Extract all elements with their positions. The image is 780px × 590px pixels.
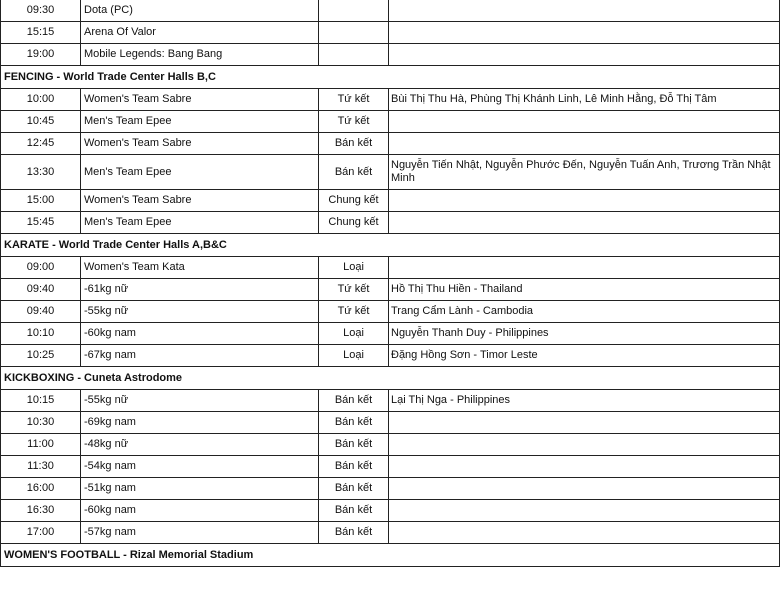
event-cell: -60kg nam <box>81 500 319 522</box>
event-cell: -57kg nam <box>81 522 319 544</box>
time-cell: 11:00 <box>1 434 81 456</box>
time-cell: 16:30 <box>1 500 81 522</box>
event-cell: -69kg nam <box>81 412 319 434</box>
athletes-cell: Bùi Thị Thu Hà, Phùng Thị Khánh Linh, Lê Minh Hằng, Đỗ Thị Tâm <box>389 89 780 111</box>
sport-header-row <box>1 66 780 89</box>
time-cell: 11:30 <box>1 456 81 478</box>
athletes-cell <box>389 434 780 456</box>
venue-name: - World Trade Center Halls B,C <box>53 70 216 83</box>
event-cell: -54kg nam <box>81 456 319 478</box>
athletes-cell: Nguyễn Tiến Nhật, Nguyễn Phước Đến, Nguyễn Tuấn Anh, Trương Trần Nhật Minh <box>389 155 780 190</box>
time-cell: 15:45 <box>1 212 81 234</box>
event-row <box>1 155 780 190</box>
sport-name: KICKBOXING <box>4 371 75 384</box>
sport-name: FENCING <box>4 70 54 83</box>
event-cell: Men's Team Epee <box>81 155 319 190</box>
event-cell: -55kg nữ <box>81 301 319 323</box>
stage-cell: Bán kết <box>319 522 389 544</box>
sport-header-row <box>1 234 780 257</box>
time-cell: 09:40 <box>1 279 81 301</box>
athletes-cell <box>389 111 780 133</box>
stage-cell: Chung kết <box>319 190 389 212</box>
event-row <box>1 412 780 434</box>
stage-cell: Tứ kết <box>319 279 389 301</box>
stage-cell: Bán kết <box>319 412 389 434</box>
event-cell: Mobile Legends: Bang Bang <box>81 44 319 66</box>
athletes-cell <box>389 500 780 522</box>
stage-cell: Loại <box>319 345 389 367</box>
sport-header-row <box>1 544 780 567</box>
event-cell: -51kg nam <box>81 478 319 500</box>
sport-header-row <box>1 367 780 390</box>
event-cell: -67kg nam <box>81 345 319 367</box>
stage-cell: Loại <box>319 257 389 279</box>
event-row <box>1 0 780 22</box>
stage-cell: Bán kết <box>319 434 389 456</box>
athletes-cell <box>389 0 780 22</box>
event-cell: Dota (PC) <box>81 0 319 22</box>
time-cell: 10:30 <box>1 412 81 434</box>
time-cell: 09:40 <box>1 301 81 323</box>
stage-cell: Tứ kết <box>319 111 389 133</box>
athletes-cell: Đặng Hồng Sơn - Timor Leste <box>389 345 780 367</box>
venue-name: - Cuneta Astrodome <box>74 371 183 384</box>
event-row <box>1 22 780 44</box>
event-cell: -60kg nam <box>81 323 319 345</box>
sport-header-cell <box>1 66 780 89</box>
event-row <box>1 279 780 301</box>
time-cell: 16:00 <box>1 478 81 500</box>
athletes-cell <box>389 456 780 478</box>
event-row <box>1 257 780 279</box>
time-cell: 09:00 <box>1 257 81 279</box>
athletes-cell <box>389 22 780 44</box>
athletes-cell <box>389 212 780 234</box>
time-cell: 13:30 <box>1 155 81 190</box>
event-cell: Men's Team Epee <box>81 212 319 234</box>
event-row <box>1 478 780 500</box>
stage-cell <box>319 22 389 44</box>
event-cell: Women's Team Sabre <box>81 133 319 155</box>
time-cell: 17:00 <box>1 522 81 544</box>
sport-header-cell <box>1 367 780 390</box>
event-row <box>1 190 780 212</box>
stage-cell: Bán kết <box>319 155 389 190</box>
event-cell: Arena Of Valor <box>81 22 319 44</box>
athletes-cell <box>389 44 780 66</box>
event-cell: Women's Team Sabre <box>81 190 319 212</box>
event-cell: Men's Team Epee <box>81 111 319 133</box>
venue-name: - Rizal Memorial Stadium <box>120 548 254 561</box>
sport-header-cell <box>1 234 780 257</box>
sport-name: WOMEN'S FOOTBALL <box>4 548 121 561</box>
stage-cell: Bán kết <box>319 133 389 155</box>
athletes-cell: Hồ Thị Thu Hiền - Thailand <box>389 279 780 301</box>
athletes-cell <box>389 478 780 500</box>
event-row <box>1 44 780 66</box>
time-cell: 10:25 <box>1 345 81 367</box>
time-cell: 15:15 <box>1 22 81 44</box>
event-row <box>1 434 780 456</box>
event-row <box>1 89 780 111</box>
event-row <box>1 500 780 522</box>
event-cell: Women's Team Sabre <box>81 89 319 111</box>
athletes-cell <box>389 133 780 155</box>
athletes-cell: Trang Cẩm Lành - Cambodia <box>389 301 780 323</box>
event-row <box>1 212 780 234</box>
time-cell: 09:30 <box>1 0 81 22</box>
event-cell: Women's Team Kata <box>81 257 319 279</box>
athletes-cell <box>389 190 780 212</box>
stage-cell <box>319 44 389 66</box>
stage-cell <box>319 0 389 22</box>
athletes-cell: Nguyễn Thanh Duy - Philippines <box>389 323 780 345</box>
athletes-cell <box>389 412 780 434</box>
time-cell: 10:45 <box>1 111 81 133</box>
stage-cell: Tứ kết <box>319 301 389 323</box>
event-row <box>1 323 780 345</box>
time-cell: 15:00 <box>1 190 81 212</box>
time-cell: 10:15 <box>1 390 81 412</box>
athletes-cell <box>389 257 780 279</box>
time-cell: 19:00 <box>1 44 81 66</box>
time-cell: 10:10 <box>1 323 81 345</box>
stage-cell: Loại <box>319 323 389 345</box>
event-row <box>1 390 780 412</box>
stage-cell: Bán kết <box>319 456 389 478</box>
stage-cell: Tứ kết <box>319 89 389 111</box>
sport-header-cell <box>1 544 780 567</box>
event-row <box>1 111 780 133</box>
event-row <box>1 345 780 367</box>
stage-cell: Bán kết <box>319 500 389 522</box>
event-row <box>1 301 780 323</box>
event-cell: -61kg nữ <box>81 279 319 301</box>
sport-name: KARATE <box>4 238 50 251</box>
time-cell: 10:00 <box>1 89 81 111</box>
time-cell: 12:45 <box>1 133 81 155</box>
venue-name: - World Trade Center Halls A,B&C <box>49 238 227 251</box>
schedule-body <box>1 0 780 567</box>
stage-cell: Chung kết <box>319 212 389 234</box>
stage-cell: Bán kết <box>319 390 389 412</box>
event-row <box>1 456 780 478</box>
event-row <box>1 133 780 155</box>
event-cell: -55kg nữ <box>81 390 319 412</box>
athletes-cell <box>389 522 780 544</box>
stage-cell: Bán kết <box>319 478 389 500</box>
event-cell: -48kg nữ <box>81 434 319 456</box>
event-row <box>1 522 780 544</box>
athletes-cell: Lại Thị Nga - Philippines <box>389 390 780 412</box>
